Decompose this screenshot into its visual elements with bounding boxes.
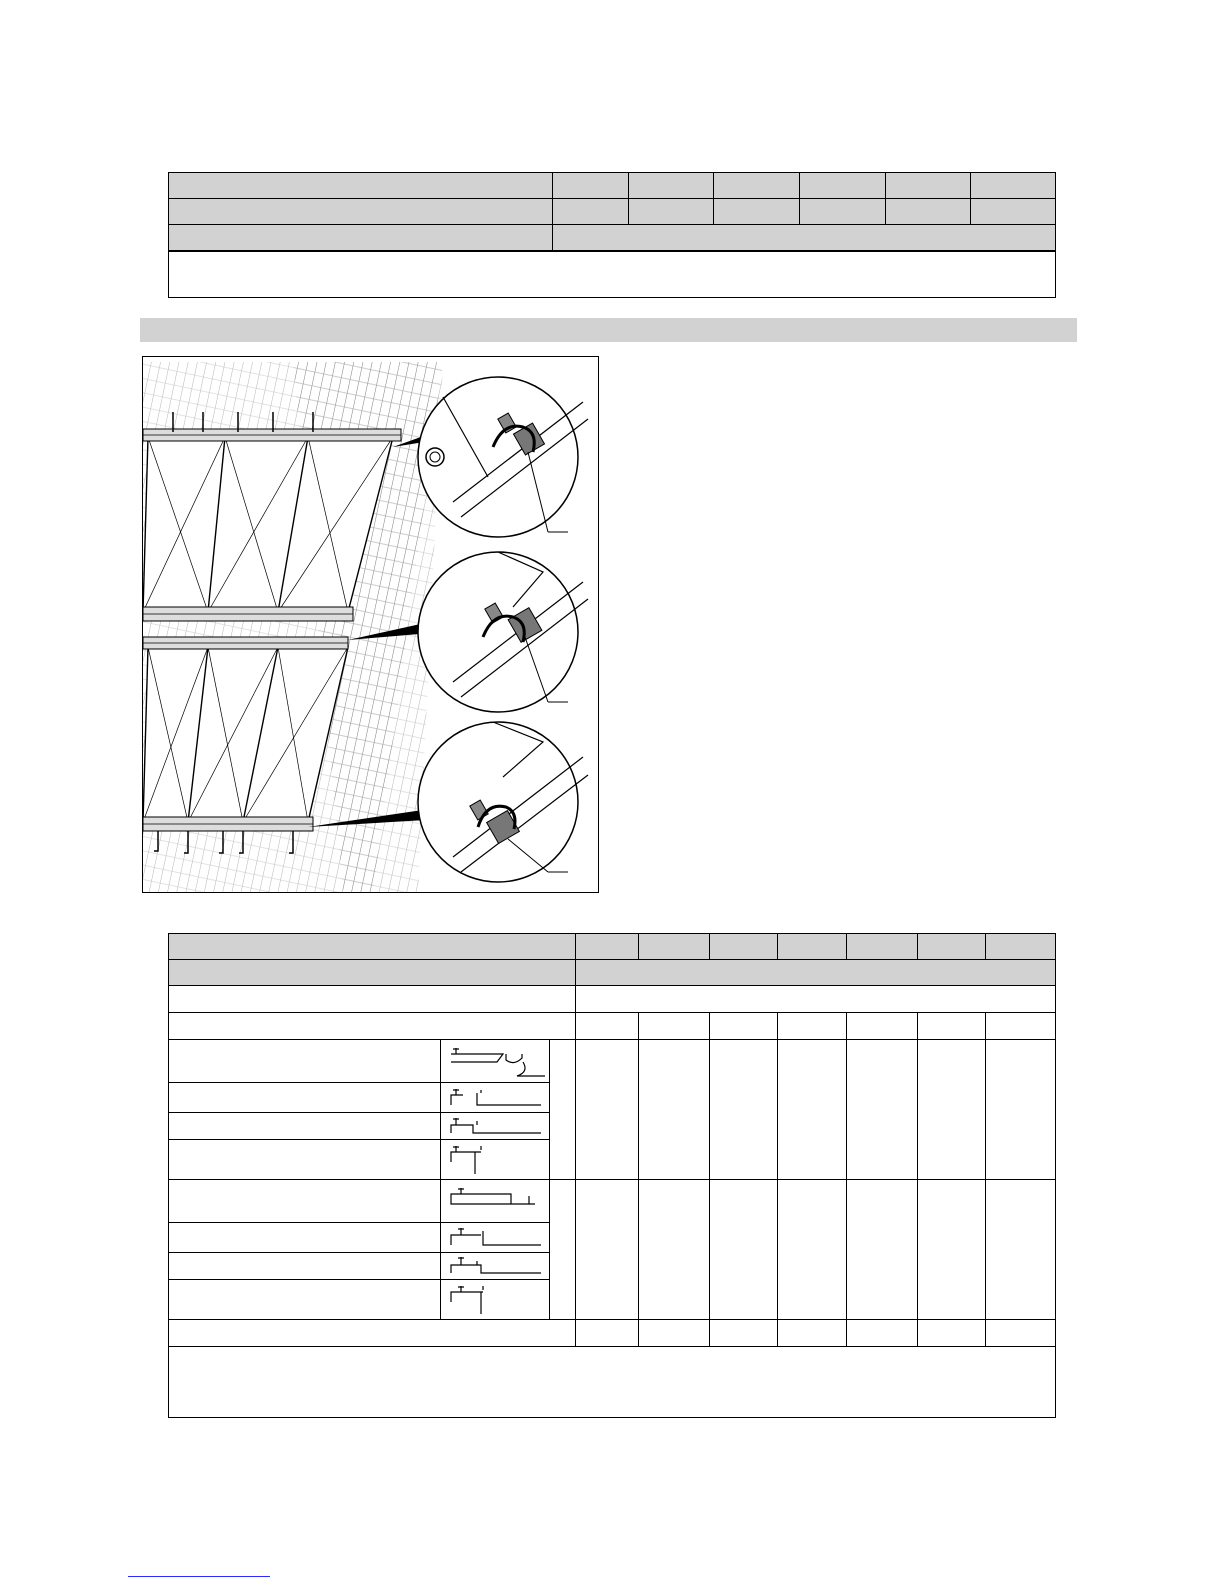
table-bottom-cell [709,1320,778,1347]
table-bottom-cell [847,1320,918,1347]
table-bottom-group-b-cell [575,1180,639,1320]
table-bottom-header-cell [709,934,778,960]
table-bottom-header-cell [917,934,986,960]
table-bottom-cell [575,1013,639,1040]
table-bottom-group-a-cell [575,1040,639,1180]
table-bottom-group-b-cell [917,1180,986,1320]
roof-type-label [169,1140,441,1180]
table-bottom-merged-header-row [169,960,1056,986]
table-bottom-cell [917,1320,986,1347]
table-bottom-group-b-row [169,1180,1056,1223]
table-bottom-row [169,1320,1056,1347]
section-heading-bar [140,318,1077,342]
table-top-header-cell [628,173,714,199]
metal-roof-profile-icon [441,1140,550,1180]
table-bottom-cell [917,1013,986,1040]
table-top-merged-value [553,225,1056,252]
roof-type-label [169,1180,441,1223]
table-bottom-group-a-cell [778,1040,847,1180]
table-bottom-cell [709,1013,778,1040]
table-bottom-cell [986,1320,1056,1347]
table-top-header-label [169,173,553,199]
table-bottom-group-b-cell [709,1180,778,1320]
mounting-drawing [143,357,598,892]
table-top-subheader-label [169,199,553,225]
table-top-merged-label [169,225,553,252]
table-bottom-header-cell [575,934,639,960]
table-bottom-cell [639,1013,710,1040]
table-bottom-cell [575,1320,639,1347]
table-bottom-group-b-cell [639,1180,710,1320]
table-bottom-merged-row [169,986,1056,1013]
table-bottom-group-a-cell [917,1040,986,1180]
table-top-subheader-cell [714,199,800,225]
table-bottom-group-b-cell [847,1180,918,1320]
table-bottom-group-b-cell [986,1180,1056,1320]
table-bottom-group-a-cell [986,1040,1056,1180]
table-bottom-header-label [169,934,576,960]
table-top-subheader-cell [799,199,885,225]
table-top-header-cell [553,173,629,199]
slate-profile-icon [441,1253,550,1280]
table-bottom-group-b-spacer [550,1180,575,1320]
table-bottom-group-a-cell [847,1040,918,1180]
table-top-subheader-cell [971,199,1056,225]
table-bottom-row-label [169,1013,576,1040]
metal-roof-profile-icon [441,1280,550,1320]
flat-tile-profile-icon [441,1083,550,1113]
table-bottom-header-cell [639,934,710,960]
table-top-header-cell [799,173,885,199]
table-bottom-cell [986,1013,1056,1040]
table-bottom-note-row [169,1347,1056,1418]
table-top-note [169,251,1056,298]
table-bottom-group-a-row [169,1040,1056,1083]
table-bottom-header-cell [847,934,918,960]
table-bottom-group-a-spacer [550,1040,575,1180]
table-top-subheader-cell [628,199,714,225]
roof-type-label [169,1113,441,1140]
table-top-note-row [169,251,1056,298]
footer-link-underline[interactable] [128,1576,270,1577]
table-top-subheader-cell [885,199,971,225]
table-bottom-cell [847,1013,918,1040]
table-bottom-group-a-cell [639,1040,710,1180]
table-bottom-row-label [169,1320,576,1347]
collector-mounting-illustration [142,356,599,893]
table-bottom-group-b-cell [778,1180,847,1320]
table-top-merged-row [169,225,1056,252]
table-top-header-cell [885,173,971,199]
table-bottom-merged-value [575,986,1055,1013]
table-bottom-row [169,1013,1056,1040]
roof-type-label [169,1223,441,1253]
table-top-header-cell [971,173,1056,199]
roof-profile-icon [441,1040,550,1083]
table-bottom-cell [778,1013,847,1040]
table-top-subheader-cell [553,199,629,225]
table-top-header-row [169,173,1056,199]
table-bottom-note [169,1347,1056,1418]
table-bottom-header-cell [778,934,847,960]
table-top-subheader-row [169,199,1056,225]
table-bottom-cell [639,1320,710,1347]
roof-profile-icon [441,1180,550,1223]
table-bottom-group-a-cell [709,1040,778,1180]
flat-tile-profile-icon [441,1223,550,1253]
roof-type-label [169,1083,441,1113]
specification-table-bottom [168,933,1056,1418]
table-top-header-cell [714,173,800,199]
table-bottom-merged-header-label [169,960,576,986]
roof-type-label [169,1280,441,1320]
roof-type-label [169,1040,441,1083]
table-bottom-cell [778,1320,847,1347]
table-bottom-merged-label [169,986,576,1013]
slate-profile-icon [441,1113,550,1140]
specification-table-top [168,172,1056,298]
table-bottom-header-row [169,934,1056,960]
table-bottom-merged-header-value [575,960,1055,986]
roof-type-label [169,1253,441,1280]
table-bottom-header-cell [986,934,1056,960]
